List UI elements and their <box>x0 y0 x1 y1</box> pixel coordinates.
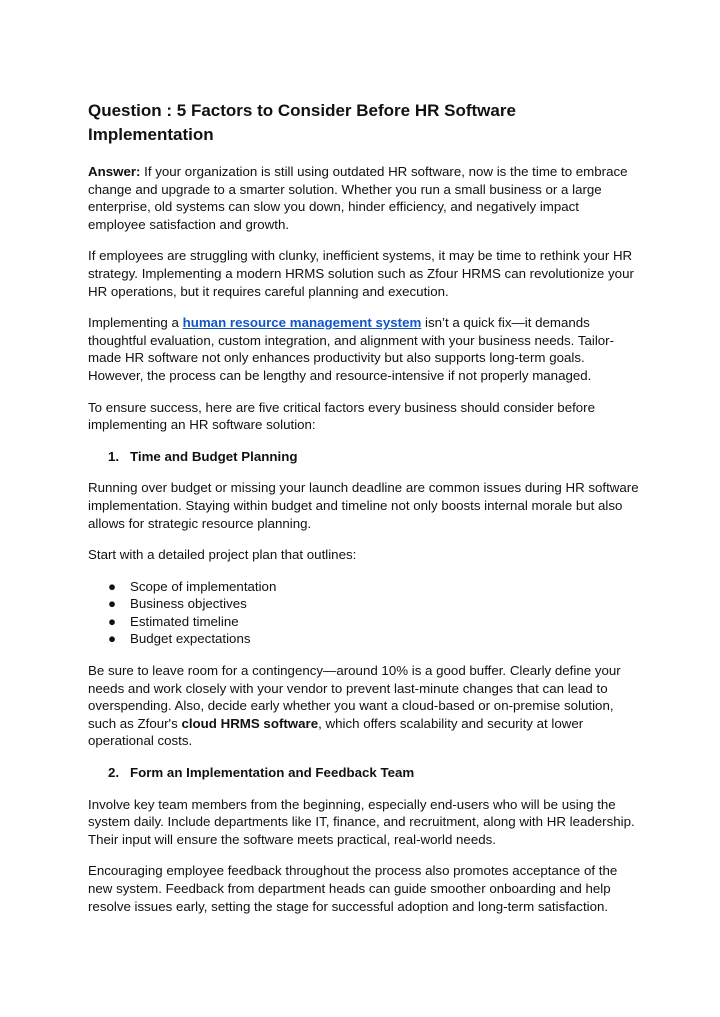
bullet-icon: ● <box>108 578 117 594</box>
intro-paragraph-4: To ensure success, here are five critical factors every business should consider before implementing an HR software solution: <box>88 399 596 433</box>
list-item <box>108 578 640 596</box>
section-2-title: Form an Implementation and Feedback Team <box>130 765 415 781</box>
p3-before: Implementing a <box>88 315 183 331</box>
section-2-heading <box>108 764 640 782</box>
list-item <box>108 595 640 613</box>
section-2-paragraph-2: Encouraging employee feedback throughout the process also promotes acceptance of the new system. Feedback from department heads can guide smoother onboarding and help resolve issues early, setting the stage for successful adoption and long-term satisfaction. <box>88 863 618 914</box>
plan-bullet-list <box>88 578 640 648</box>
intro-paragraph-3 <box>88 314 640 384</box>
section-1-title: Time and Budget Planning <box>130 448 298 464</box>
intro-paragraph-2: If employees are struggling with clunky, inefficient systems, it may be time to rethink your HR strategy. Implementing a modern HRMS solution such as Zfour HRMS can revolutionize your HR operations, but it requires careful planning and execution. <box>88 248 634 299</box>
bullet-icon: ● <box>108 631 117 647</box>
answer-paragraph <box>88 163 640 233</box>
bullet-text: Business objectives <box>130 596 247 612</box>
bullet-text: Scope of implementation <box>130 578 277 594</box>
p3-after: isn’t a quick fix—it demands thoughtful evaluation, custom integration, and alignment with your business needs. Tailor-made HR software not only enhances productivity but also supports long-term goals. However, the process can be lengthy and resource-intensive if not properly managed. <box>88 315 615 383</box>
answer-text: If your organization is still using outdated HR software, now is the time to embrace change and upgrade to a smarter solution. Whether you run a small business or a large enterprise, old systems can slow you down, hinder efficiency, and negatively impact employee satisfaction and growth. <box>88 164 628 232</box>
section-2-number: 2. <box>108 765 120 781</box>
section-1-number: 1. <box>108 448 120 464</box>
s1p3-after: , which offers scalability and security at lower operational costs. <box>88 715 584 749</box>
list-item <box>108 613 640 631</box>
section-1-paragraph-2: Start with a detailed project plan that outlines: <box>88 547 357 563</box>
bullet-text: Budget expectations <box>130 631 251 647</box>
bullet-icon: ● <box>108 596 117 612</box>
cloud-hrms-bold: cloud HRMS software <box>181 715 319 731</box>
s1p3-before: Be sure to leave room for a contingency—around 10% is a good buffer. Clearly define your needs and work closely with your vendor to prevent last-minute changes that can lead to overspending. Also, decide early whether you want a cloud-based or on-premise solution, such as Zfour's <box>88 663 621 731</box>
section-1-paragraph-3 <box>88 662 640 750</box>
section-1-paragraph-1: Running over budget or missing your launch deadline are common issues during HR software implementation. Staying within budget and timeline not only boosts internal morale but also allows for strategic resource planning. <box>88 480 639 531</box>
list-item <box>108 630 640 648</box>
hrms-link[interactable]: human resource management system <box>182 315 422 331</box>
answer-label: Answer: <box>88 164 141 179</box>
section-1-heading <box>108 448 640 466</box>
page-title: Question : 5 Factors to Consider Before HR Software Implementation <box>88 101 516 144</box>
bullet-icon: ● <box>108 613 117 629</box>
section-2-paragraph-1: Involve key team members from the beginning, especially end-users who will be using the system daily. Include departments like IT, finance, and recruitment, along with HR leadership. Their input will ensure the software meets practical, real-world needs. <box>88 796 635 847</box>
bullet-text: Estimated timeline <box>130 613 239 629</box>
